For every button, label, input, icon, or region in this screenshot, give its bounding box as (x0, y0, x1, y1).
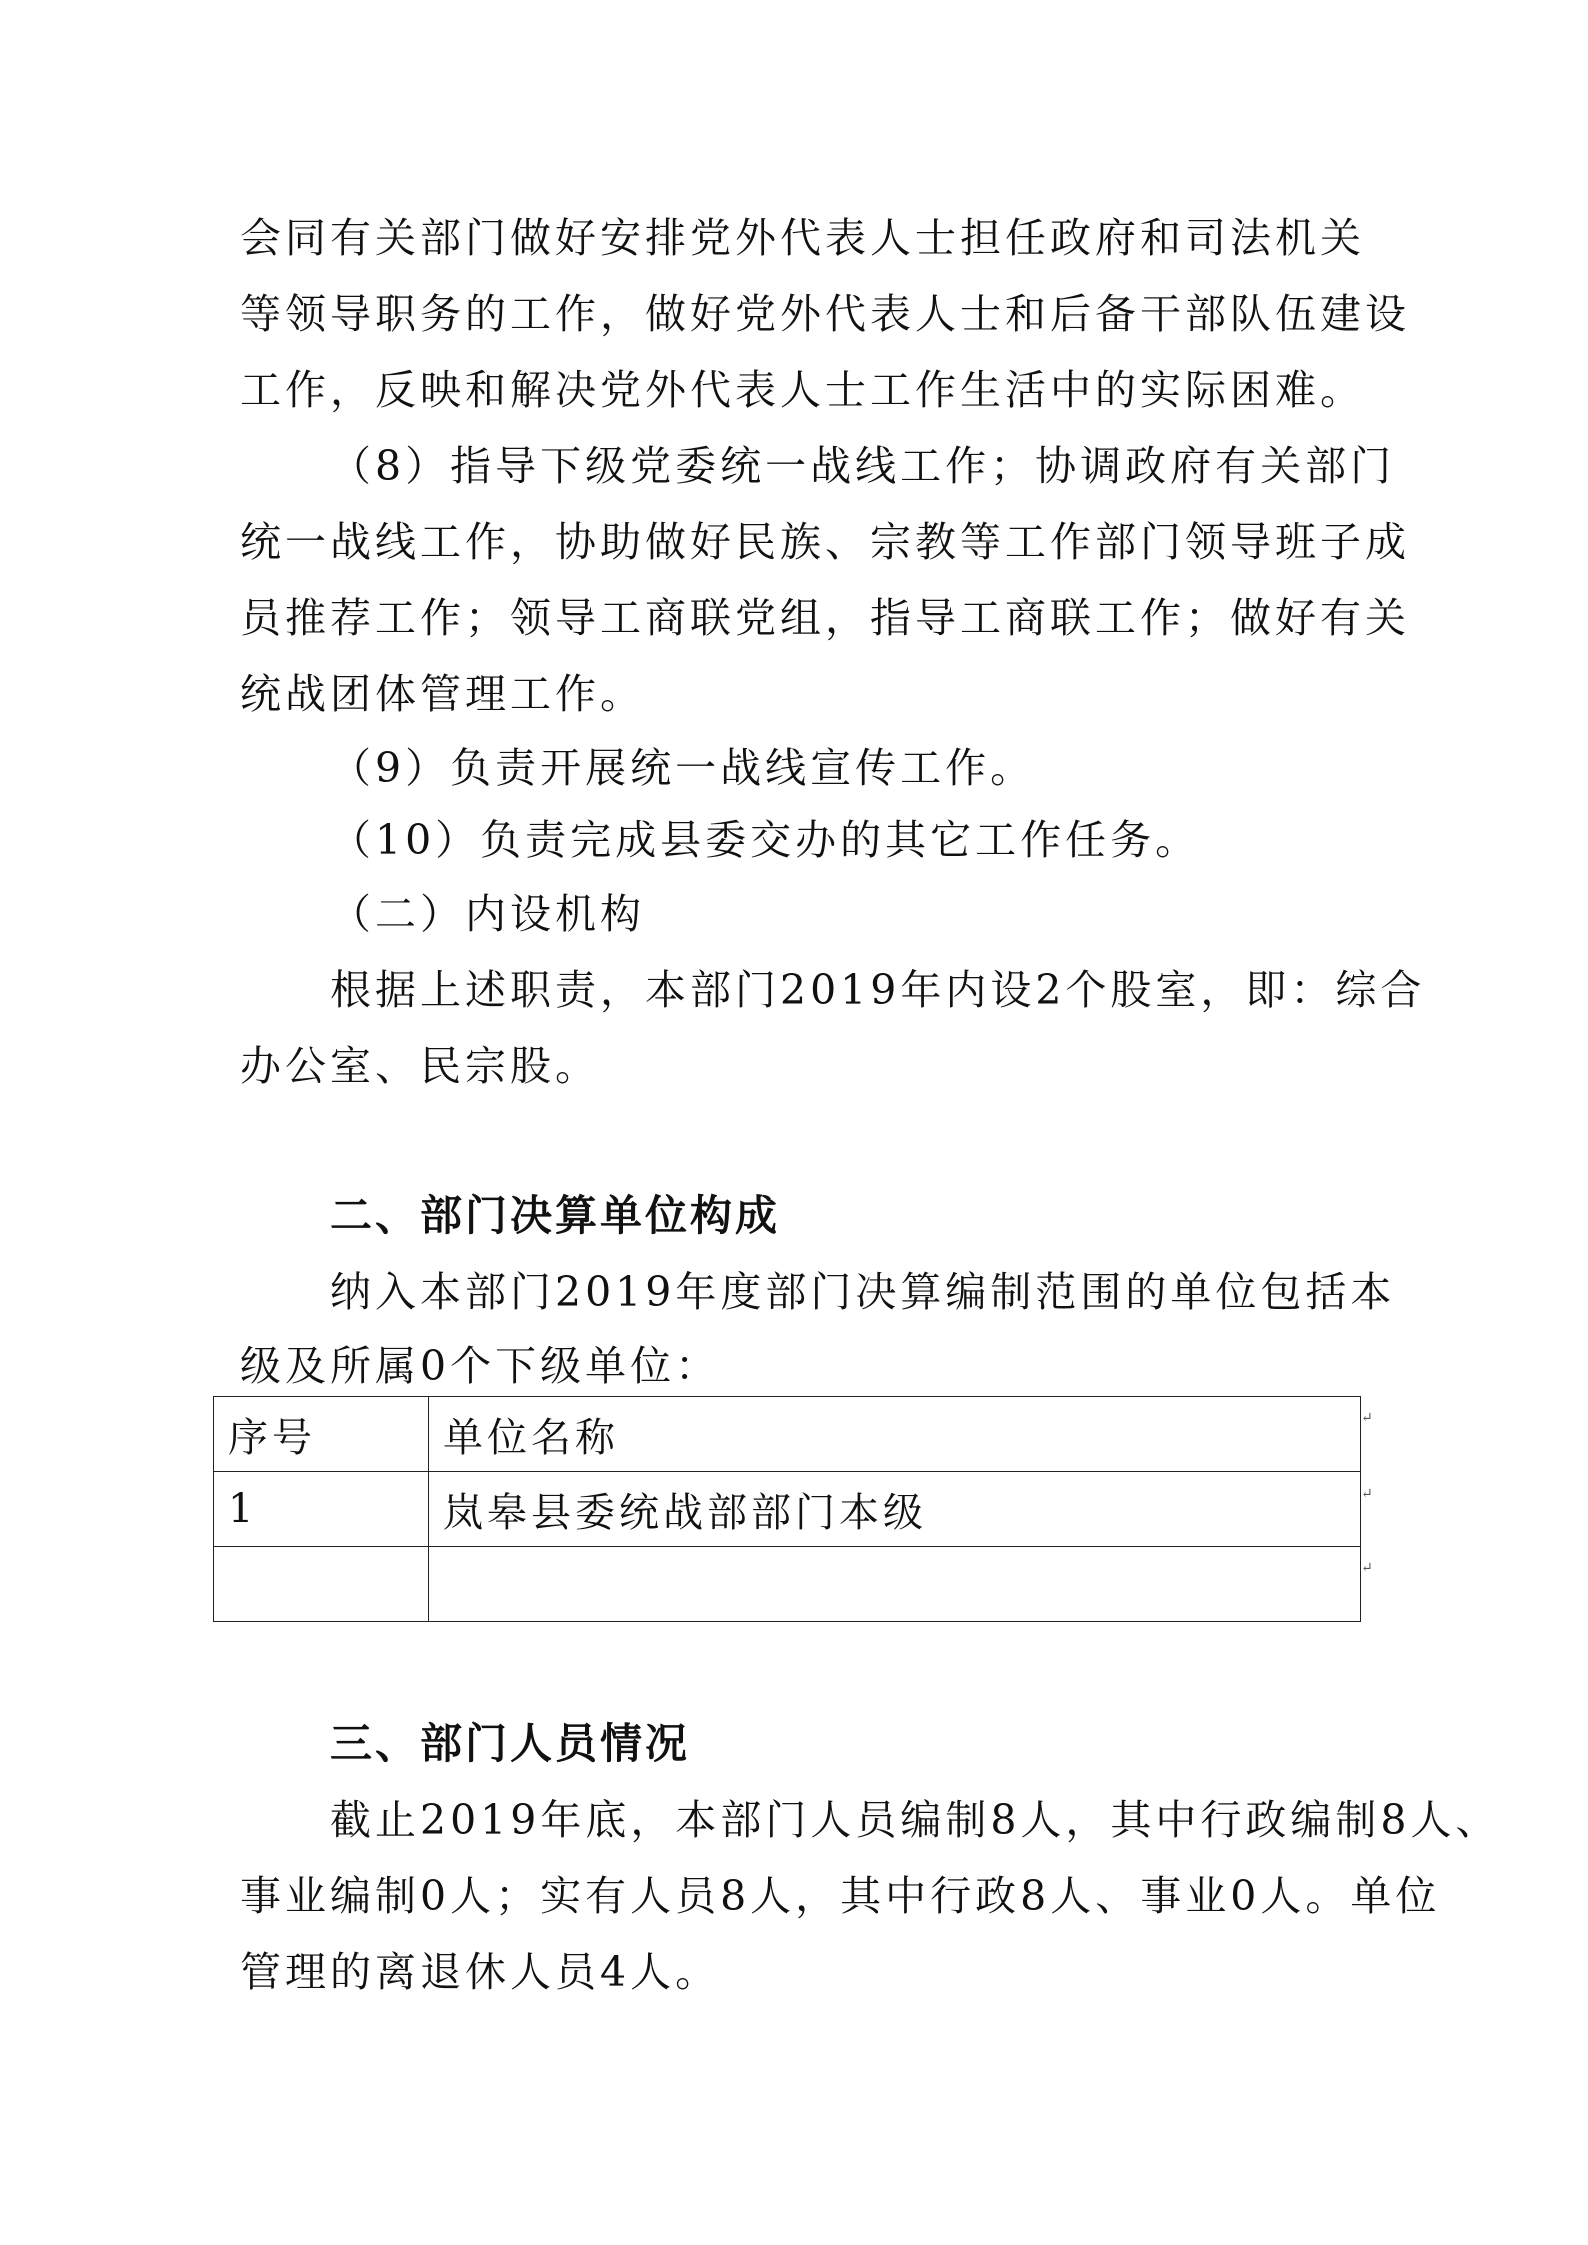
row-end-mark: ↵ (1361, 1486, 1373, 1502)
table-cell (214, 1547, 429, 1622)
paragraph-line: 员推荐工作；领导工商联党组，指导工商联工作；做好有关 (240, 594, 1410, 642)
paragraph-line: （8）指导下级党委统一战线工作；协调政府有关部门 (330, 442, 1396, 490)
sub-heading: （二）内设机构 (330, 890, 645, 938)
table-row (214, 1472, 1361, 1547)
paragraph-line: （10）负责完成县委交办的其它工作任务。 (330, 816, 1201, 864)
section-heading: 三、部门人员情况 (330, 1719, 691, 1768)
paragraph-line: 事业编制0人；实有人员8人，其中行政8人、事业0人。单位 (240, 1872, 1441, 1920)
unit-table (213, 1396, 1361, 1622)
table-cell: 岚皋县委统战部部门本级 (429, 1472, 1361, 1547)
row-end-mark: ↵ (1361, 1560, 1373, 1576)
paragraph-line: 管理的离退休人员4人。 (240, 1948, 721, 1996)
table-cell (429, 1547, 1361, 1622)
paragraph-line: （9）负责开展统一战线宣传工作。 (330, 744, 1036, 792)
paragraph-line: 截止2019年底，本部门人员编制8人，其中行政编制8人、 (330, 1796, 1501, 1844)
section-heading: 二、部门决算单位构成 (330, 1191, 781, 1240)
table-header-row (214, 1397, 1361, 1472)
paragraph-line: 办公室、民宗股。 (240, 1042, 600, 1090)
table-header-cell: 单位名称 (429, 1397, 1361, 1472)
paragraph-line: 工作，反映和解决党外代表人士工作生活中的实际困难。 (240, 366, 1365, 414)
table-header-cell: 序号 (214, 1397, 429, 1472)
table-row (214, 1547, 1361, 1622)
paragraph-line: 级及所属0个下级单位： (240, 1342, 721, 1390)
paragraph-line: 统一战线工作，协助做好民族、宗教等工作部门领导班子成 (240, 518, 1410, 566)
paragraph-line: 纳入本部门2019年度部门决算编制范围的单位包括本 (330, 1268, 1396, 1316)
table-cell: 1 (214, 1472, 429, 1547)
paragraph-line: 等领导职务的工作，做好党外代表人士和后备干部队伍建设 (240, 290, 1410, 338)
paragraph-line: 统战团体管理工作。 (240, 670, 645, 718)
paragraph-line: 根据上述职责，本部门2019年内设2个股室，即：综合 (330, 966, 1426, 1014)
row-end-mark: ↵ (1361, 1410, 1373, 1426)
paragraph-line: 会同有关部门做好安排党外代表人士担任政府和司法机关 (240, 214, 1365, 262)
